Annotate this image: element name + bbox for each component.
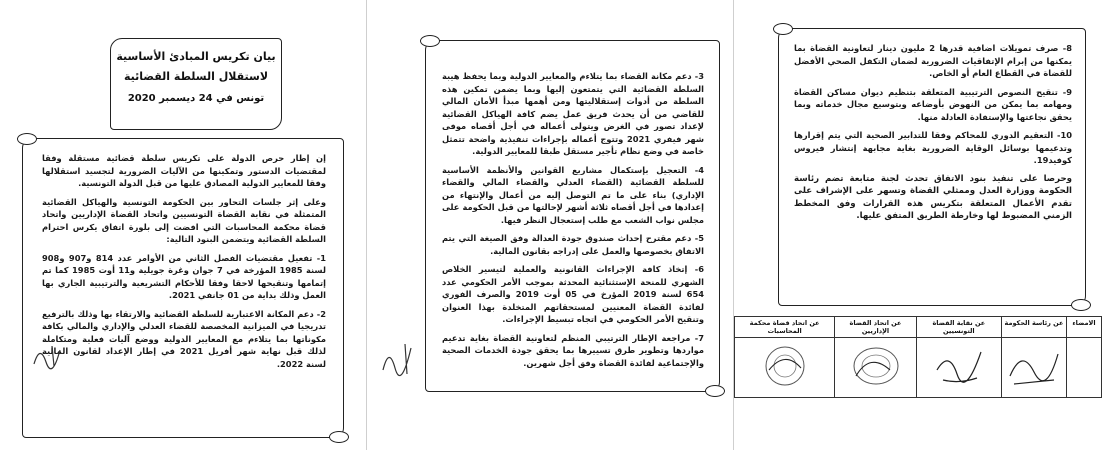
document-date: تونس في 24 ديسمبر 2020 [127,93,265,104]
handwritten-signature [929,340,989,390]
page-3-body [794,42,1072,229]
clause-9: 9- تنقيح النصوص الترتيبية المتعلقة بتنظيم ديوان مساكن القضاة ومهامه بما يمكن من النهوض بأوضاعه وبتوسيع مجال خدماته وبما يحقق نجاعتها والإستفادة العادلة منها. [794,86,1072,122]
document-page-2 [367,0,734,450]
clause-10: 10- التعقيم الدوري للمحاكم وفقا للتدابير الصحية التي يتم إقرارها وتدعيمها بوسائل الوقاية الضرورية بغاية مجابهة إنتشار فيروس كوفيد19. [794,130,1072,165]
closing-paragraph: وحرصا على تنفيذ بنود الاتفاق تحدث لجنة متابعة تضم رئاسة الحكومة ووزارة العدل وممثلي القضاة وتسهر على الإشراف على تقدم الأعمال المتعلقة بتكريس هذه القرارات وفق المخطط الزمني المضبوط لها وخارطة الطريق المتفق عليها. [794,173,1072,221]
sig-cell-judges-union [916,338,1001,398]
sig-col-government: عن رئاسة الحكومة [1002,317,1067,338]
intro-paragraph: إن إطار حرص الدولة على تكريس سلطة قضائية مستقلة وفقا لمقتضيات الدستور وتمكينها من الآليات الضرورية لتجسيد استقلالها وفقا للمعايير الدولية المصادق عليها من قبل الدولة التونسية. [42,153,326,188]
title-line-2: لاستقلال السلطة القضائية [123,70,269,83]
signatures-label: الامضاء [1067,317,1102,338]
handwritten-signature [1004,340,1064,390]
initials-mark [30,340,70,370]
document-page-1 [0,0,367,450]
page-2-body [442,70,704,375]
clause-2: 2- دعم المكانة الاعتبارية للسلطة القضائية والارتقاء بها وذلك بالترفيع تدريجيا في الميزانية المخصصة للقضاء العدلي والإداري والمالي بكافة مكوناتها بما يتلاءم مع المعايير الدولية ووضع آليات فعلية ومتكاملة لذلك قبل نهاية شهر أفريل 2021 في إطار الإعداد لقانون المالية لسنة 2022. [42,308,326,369]
clause-3: 3- دعم مكانة القضاء بما يتلاءم والمعايير الدولية وبما يحفظ هيبة السلطة القضائية التي يتمتعون إليها وبما يضمن تمكين هذه السلطة من أدوات إستقلاليتها ومن أهمها مبدأ الأمان المالي للقاضي من أن يحدث فريق عمل يضم كافة الهياكل القضائية لإعداد تصور في الغرض ويتولى أعماله في أجل أقصاه موفى شهر فيفري 2021 وتتوج أعماله بإجراءات تنفيذية واضحة تتمثل خاصة في وضع نظام تأجير مستقل طبقا للمعايير الدولية. [442,71,704,156]
sig-cell-audit-court [735,338,835,398]
clause-4: 4- التعجيل بإستكمال مشاريع القوانين والأنظمة الأساسية للسلطة القضائية (القضاء العدلي والقضاء المالي والقضاء الإداري) بناء على ما تم التوصل إليه من أعمال والإنتهاء من إعدادها في أجل أقصاه ثلاثة أشهر لإحالتها من قبل الحكومة على مجلس نواب الشعب مع طلب إستعجال النظر فيها. [442,164,704,225]
official-stamp [846,340,906,390]
title-line-1: بيان تكريس المبادئ الأساسية [116,50,276,63]
sig-cell-admin-judges [835,338,916,398]
signature-table [734,316,1102,398]
clause-5: 5- دعم مقترح إحداث صندوق جودة العدالة وفق الصيغة التي يتم الاتفاق بخصوصها والعمل على إدراجه بقانون المالية. [442,233,704,256]
clause-7: 7- مراجعة الإطار الترتيبي المنظم لتعاونية القضاة بغاية تدعيم مواردها وتطوير طرق تسييرها بما يحقق جودة الخدمات الصحية والإجتماعية لفائدة القضاة وفق أجل شهرين. [442,332,704,368]
context-paragraph: وعلى إثر جلسات التحاور بين الحكومة التونسية والهياكل القضائية المتمثلة في نقابة القضاة التونسيين واتحاد القضاة الإداريين واتحاد قضاة محكمة المحاسبات التي افضت إلى بلورة اتفاق يكرس احترام السلطة القضائية ويتضمن البنود التالية: [42,196,326,244]
page-1-body [42,152,326,376]
sig-cell-government [1002,338,1067,398]
document-page-3 [734,0,1102,450]
sig-col-judges-union: عن نقابة القضاة التونسيين [916,317,1001,338]
sig-col-audit-court: عن اتحاد قضاة محكمة المحاسبات [735,317,835,338]
official-stamp [755,340,815,390]
sig-col-admin-judges: عن اتحاد القضاة الإداريين [835,317,916,338]
clause-8: 8- صرف تمويلات اضافية قدرها 2 مليون دينار لتعاونية القضاة بما يمكنها من إبرام الإتفاقيات الضرورية لضمان التكفل الصحي الأفضل للقضاة في القطاع العام أو الخاص. [794,43,1072,78]
clause-1: 1- تفعيل مقتضيات الفصل الثاني من الأوامر عدد 814 و907 و908 لسنة 1985 المؤرخة في 7 جوان وغرة جويلية و11 أوت 1985 كما تم إتمامها وتنقيحها لاحقا وفقا للأحكام التشريعية والترتيبية الجاري بها العمل وذلك بداية من 01 جانفي 2021. [42,252,327,300]
initials-mark [377,340,417,380]
title-box [110,38,282,130]
clause-6: 6- إتخاذ كافة الإجراءات القانونية والعملية لتيسير الخلاص الشهري للمنحة الإستثنائية المحدثة بموجب الأمر الحكومي عدد 654 لسنة 2019 المؤرخ في 05 أوت 2019 والصرف الفوري لفائدة القضاة المعنيين لمستحقاتهم المتخلدة بهذا العنوان وتنقيح الأمر الحكومي في اتجاه تبسيط الإجراءات. [442,264,704,324]
